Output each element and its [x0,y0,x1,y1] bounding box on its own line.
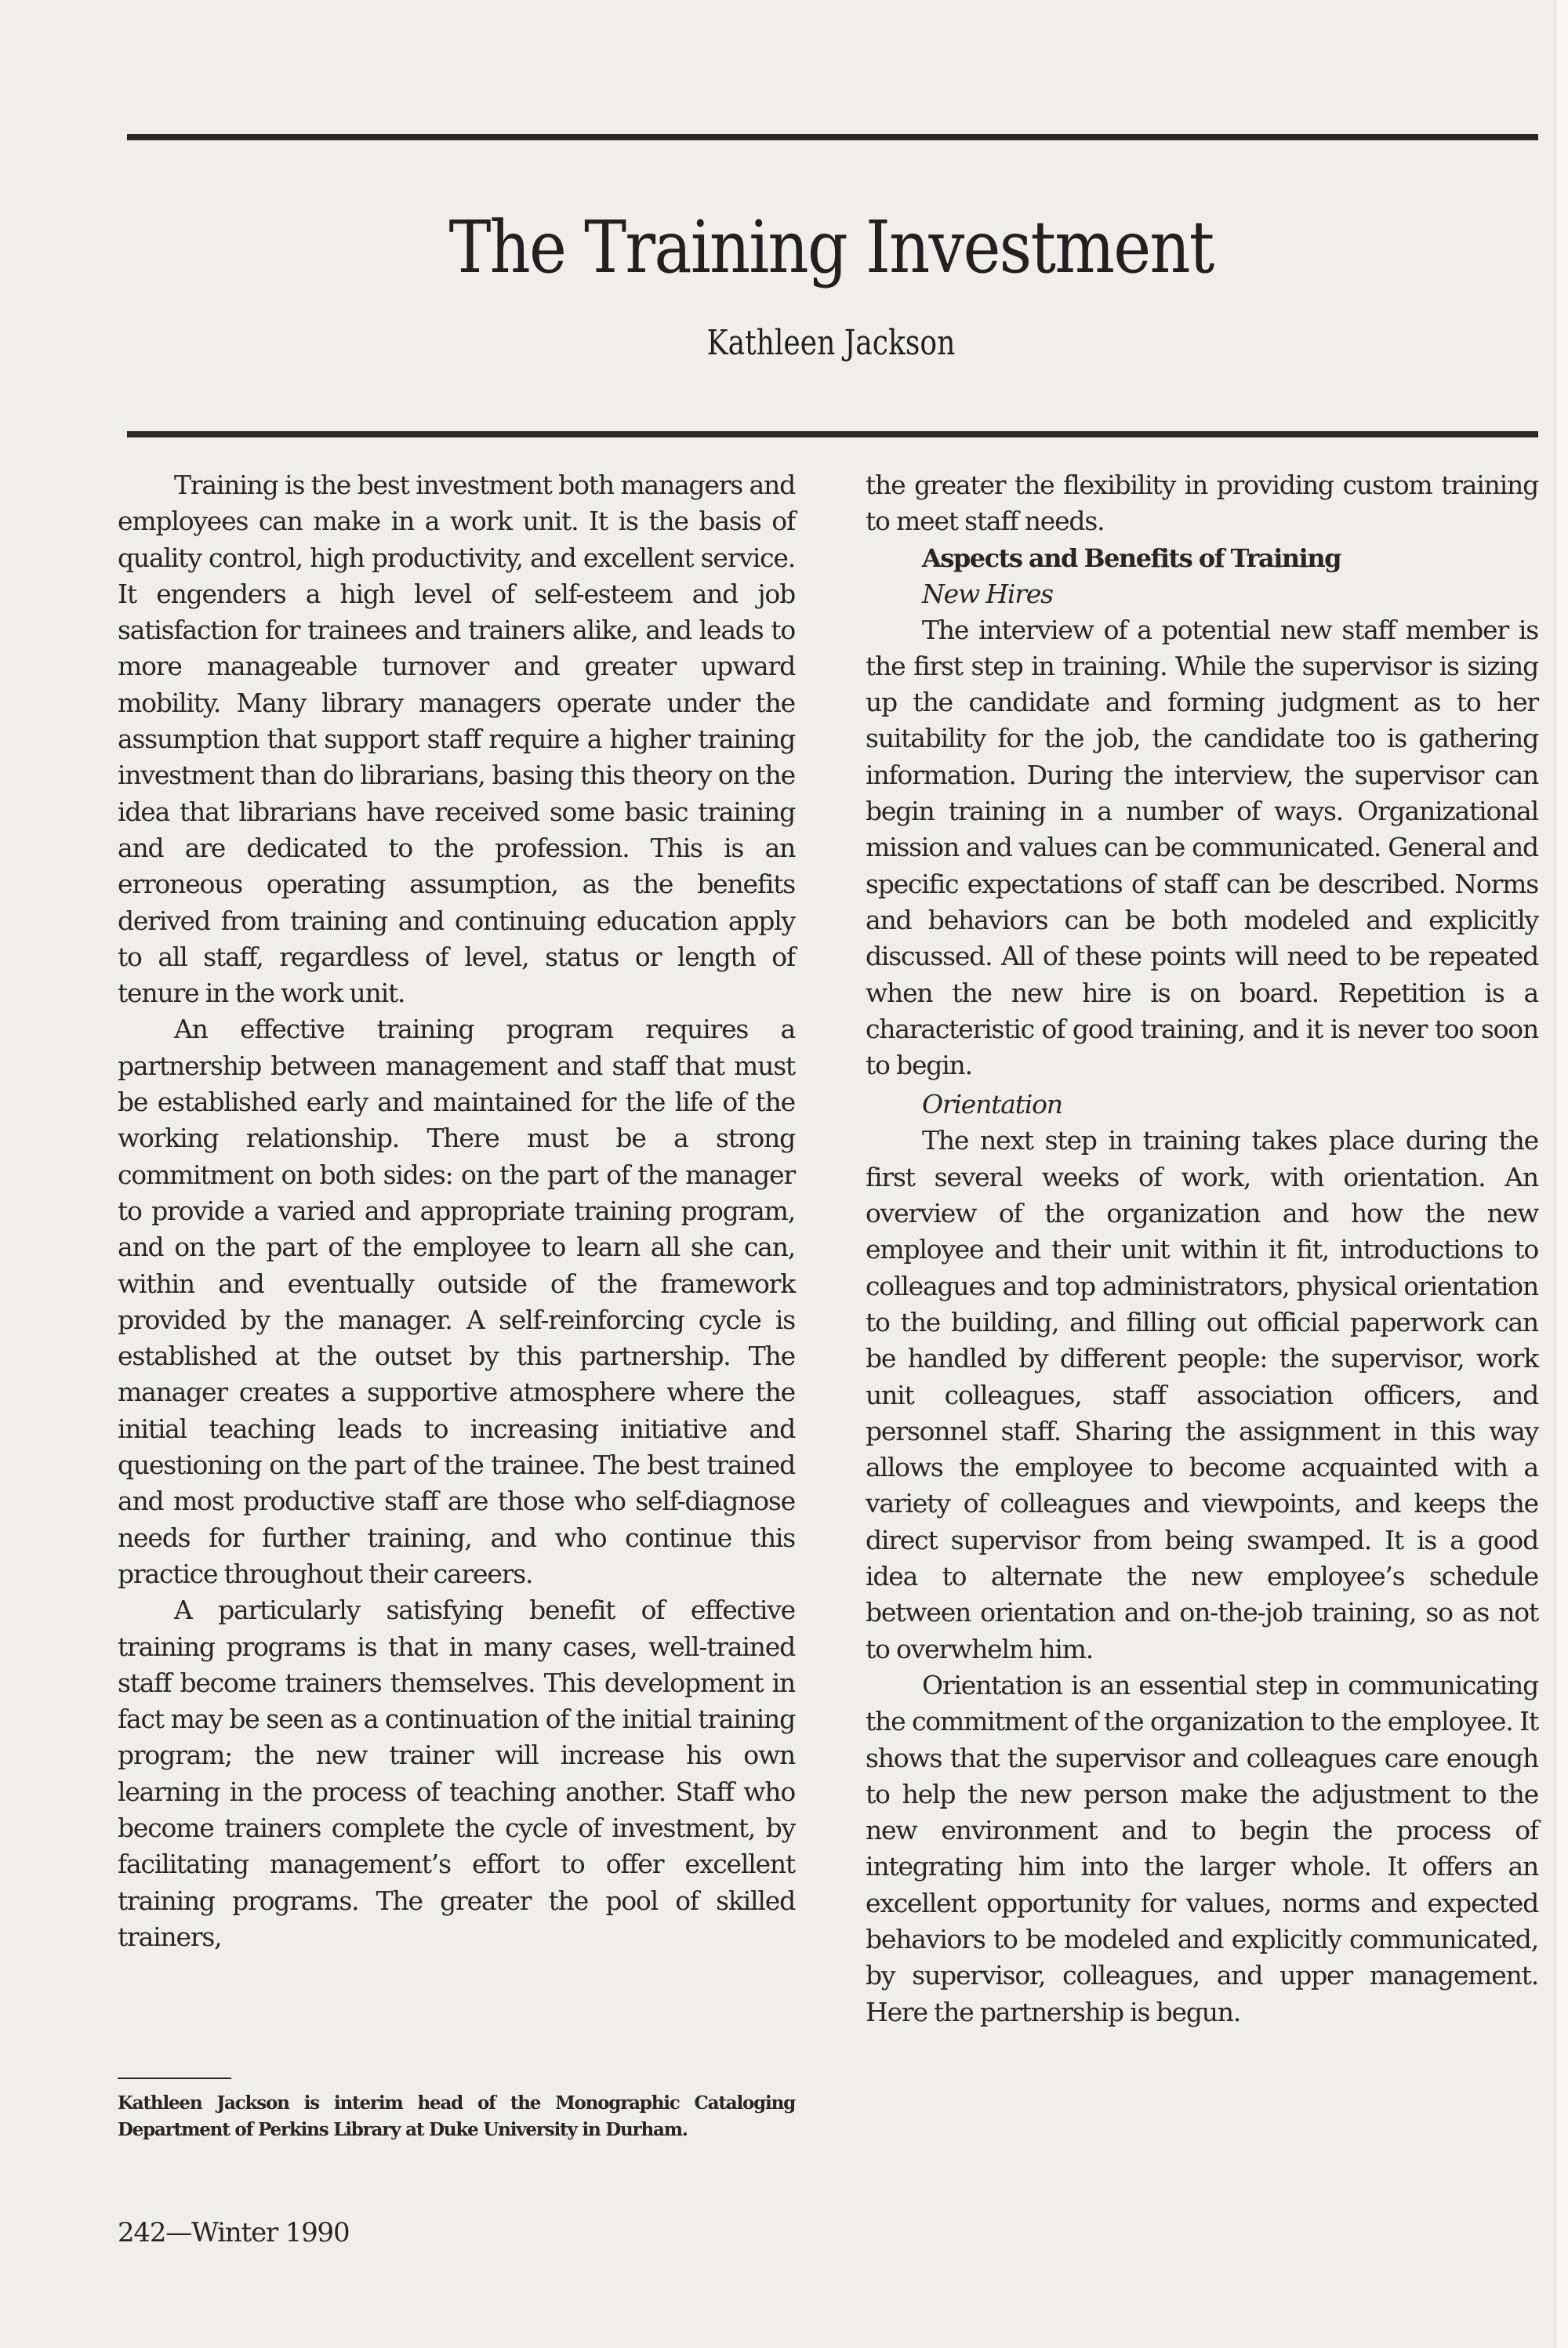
page-folio: 242—Winter 1990 [118,2217,350,2248]
header-rule-bottom [127,431,1538,437]
article-author: Kathleen Jackson [706,323,956,363]
subheading-new-hires: New Hires [922,578,1053,609]
author-bio-footnote: Kathleen Jackson is interim head of the Monographic Cataloging Department of Perkins Library at Duke University in Durham. [118,2092,795,2140]
footnote-rule [118,2078,231,2079]
section-heading: Aspects and Benefits of Training [922,543,1341,573]
subheading-orientation: Orientation [922,1089,1062,1120]
article-title: The Training Investment [448,205,1214,289]
body-paragraph: A particularly satisfying benefit of effective training programs is that in many cases, well-trained staff become trainers themselves. This development in fact may be seen as a continuation of the initial training program; the new trainer will increase his own learning in the process of teaching another. Staff who become trainers complete the cycle of investment, by facilitating management’s effort to offer excellent training programs. The greater the pool of skilled trainers, [118,1595,795,1952]
page-edge [1555,0,1568,2348]
body-paragraph: Training is the best investment both managers and employees can make in a work unit. It is the basis of quality control, high productivity, and excellent service. It engenders a high level of self-esteem and job satisfaction for trainees and trainers alike, and leads to more manageable turnover and greater upward mobility. Many library managers operate under the assumption that support staff require a higher training investment than do librarians, basing this theory on the idea that librarians have received some basic training and are dedicated to the profession. This is an erroneous operating assumption, as the benefits derived from training and continuing education apply to all staff, regardless of level, status or length of tenure in the work unit. [118,470,795,1009]
left-column [118,467,795,1955]
body-paragraph: The next step in training takes place during the first several weeks of work, with orientation. An overview of the organization and how the new employee and their unit within it fit, introductions to colleagues and top administrators, physical orientation to the building, and filling out official paperwork can be handled by different people: the supervisor, work unit colleagues, staff association officers, and personnel staff. Sharing the assignment in this way allows the employee to become acquainted with a variety of colleagues and viewpoints, and keeps the direct supervisor from being swamped. It is a good idea to alternate the new employee’s schedule between orientation and on-the-job training, so as not to overwhelm him. [866,1125,1538,1664]
body-paragraph: Orientation is an essential step in communicating the commitment of the organization to the employee. It shows that the supervisor and colleagues care enough to help the new person make the adjustment to the new environment and to begin the process of integrating him into the larger whole. It offers an excellent opportunity for values, norms and expected behaviors to be modeled and explicitly communicated, by supervisor, colleagues, and upper management. Here the partnership is begun. [866,1669,1538,2027]
right-column [866,467,1538,2030]
body-paragraph: The interview of a potential new staff member is the first step in training. While the supervisor is sizing up the candidate and forming judgment as to her suitability for the job, the candidate too is gathering information. During the interview, the supervisor can begin training in a number of ways. Organizational mission and values can be communicated. General and specific expectations of staff can be described. Norms and behaviors can be both modeled and explicitly discussed. All of these points will need to be repeated when the new hire is on board. Repetition is a characteristic of good training, and it is never too soon to begin. [866,614,1538,1081]
body-paragraph: An effective training program requires a partnership between management and staff that must be established early and maintained for the life of the working relationship. There must be a strong commitment on both sides: on the part of the manager to provide a varied and appropriate training program, and on the part of the employee to learn all she can, within and eventually outside of the framework provided by the manager. A self-reinforcing cycle is established at the outset by this partnership. The manager creates a supportive atmosphere where the initial teaching leads to increasing initiative and questioning on the part of the trainee. The best trained and most productive staff are those who self-diagnose needs for further training, and who continue this practice throughout their careers. [118,1014,795,1589]
body-paragraph-continuation: the greater the flexibility in providing custom training to meet staff needs. [866,470,1538,537]
header-rule-top [127,134,1538,140]
